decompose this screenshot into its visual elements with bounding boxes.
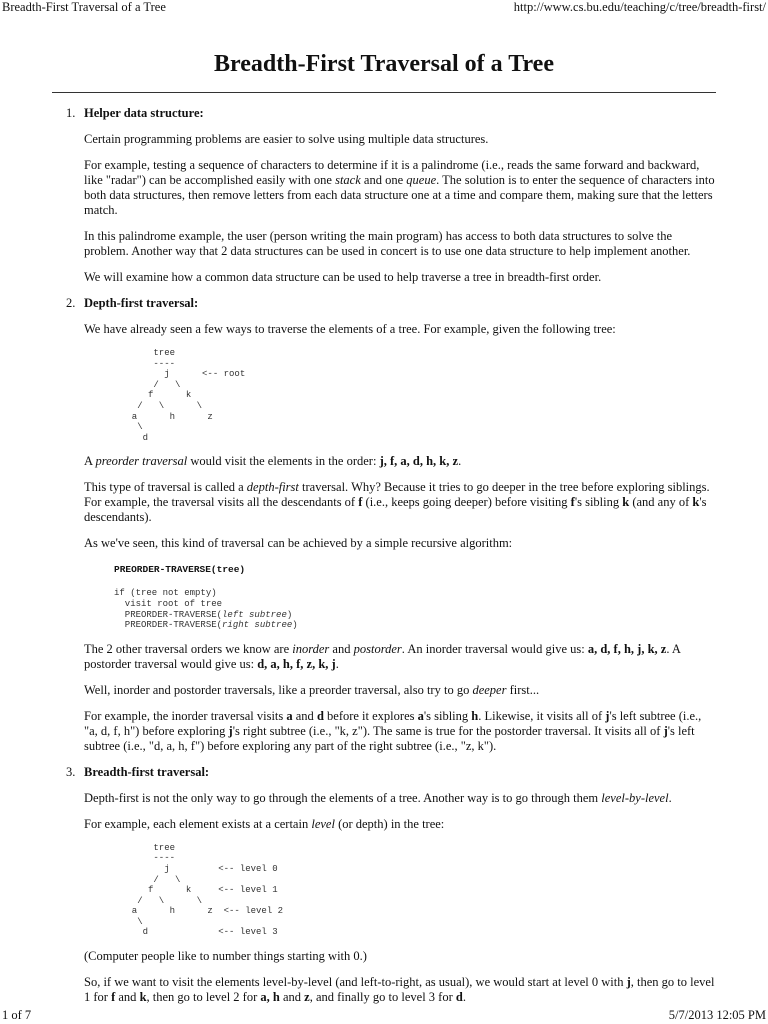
section-title: Helper data structure: xyxy=(84,106,204,120)
code-block: if (tree not empty) visit root of tree PREORDER-TRAVERSE(left subtree) PREORDER-TRAVERSE(right subtree) xyxy=(114,588,298,631)
paragraph: For example, the inorder traversal visits a and d before it explores a's sibling h. Likewise, it visits all of j's left subtree (i.e., "a, d, f, h") before exploring j's right subtree (i.e., "k, z"). The same is true for the postorder traversal. It visits all of j's left subtree (i.e., "d, a, h, f") before exploring any part of the right subtree (i.e., "z, k"). xyxy=(84,708,702,753)
section-title: Depth-first traversal: xyxy=(84,296,199,310)
code-title: PREORDER-TRAVERSE(tree) xyxy=(114,564,246,576)
paragraph: In this palindrome example, the user (person writing the main program) has access to both data structures to solve the problem. Another way that 2 data structures can be used in concert is to use one data structure to help implement another. xyxy=(84,229,691,258)
paragraph: Depth-first is not the only way to go through the elements of a tree. Another way is to go through them level-by-level. xyxy=(84,790,672,805)
section-title: Breadth-first traversal: xyxy=(84,764,210,779)
document-body xyxy=(58,106,718,1016)
paragraph: The 2 other traversal orders we know are inorder and postorder. An inorder traversal would give us: a, d, f, h, j, k, z. A postorder traversal would give us: d, a, h, f, z, k, j. xyxy=(84,641,681,671)
section-breadth-first-traversal xyxy=(58,765,718,1005)
paragraph: We have already seen a few ways to traverse the elements of a tree. For example, given the following tree: xyxy=(84,322,616,336)
section-depth-first-traversal xyxy=(58,296,718,754)
paragraph: A preorder traversal would visit the elements in the order: j, f, a, d, h, k, z. xyxy=(84,454,462,469)
paragraph: For example, testing a sequence of characters to determine if it is a palindrome (i.e., reads the same forward and backward, like "radar") can be accomplished easily with one stack and one queue. The solution is to enter the sequence of characters into both data structures, then remove letters from each data structure one at a time and compare them, making sure that the letters match. xyxy=(84,158,715,217)
paragraph: So, if we want to visit the elements level-by-level (and left-to-right, as usual), we would start at level 0 with j, then go to level 1 for f and k, then go to level 2 for a, h and z, and finally go to level 3 for d. xyxy=(84,975,715,1005)
section-number: 2. xyxy=(66,296,76,310)
paragraph: This type of traversal is called a depth-first traversal. Why? Because it tries to go deeper in the tree before exploring siblings. For example, the traversal visits all the descendants of f (i.e., keeps going deeper) before visiting f's sibling k (and any of k's descendants). xyxy=(84,480,710,525)
paragraph: As we've seen, this kind of traversal can be achieved by a simple recursive algorithm: xyxy=(84,536,513,551)
header-page-title: Breadth-First Traversal of a Tree xyxy=(2,0,166,14)
paragraph: For example, each element exists at a certain level (or depth) in the tree: xyxy=(84,816,445,831)
section-number: 1. xyxy=(66,106,76,120)
tree-levels-diagram: tree ---- j <-- level 0 / \ f k <-- level 1 / \ \ a h z <-- level 2 \ d <-- level 3 xyxy=(131,842,284,938)
document-title: Breadth-First Traversal of a Tree xyxy=(214,51,554,77)
header-url[interactable]: http://www.cs.bu.edu/teaching/c/tree/breadth-first/ xyxy=(513,0,766,14)
paragraph: We will examine how a common data structure can be used to help traverse a tree in breadth-first order. xyxy=(84,270,602,284)
title-divider xyxy=(52,92,716,93)
paragraph: Well, inorder and postorder traversals, like a preorder traversal, also try to go deeper first... xyxy=(84,682,540,697)
paragraph: Certain programming problems are easier to solve using multiple data structures. xyxy=(84,132,489,146)
footer-datetime: 5/7/2013 12:05 PM xyxy=(668,1008,766,1022)
tree-diagram: tree ---- j <-- root / \ f k / \ \ a h z \ d xyxy=(131,348,246,443)
footer-page-count: 1 of 7 xyxy=(2,1008,32,1022)
section-helper-data-structure xyxy=(58,106,718,285)
section-number: 3. xyxy=(66,764,76,779)
paragraph: (Computer people like to number things starting with 0.) xyxy=(84,949,367,964)
